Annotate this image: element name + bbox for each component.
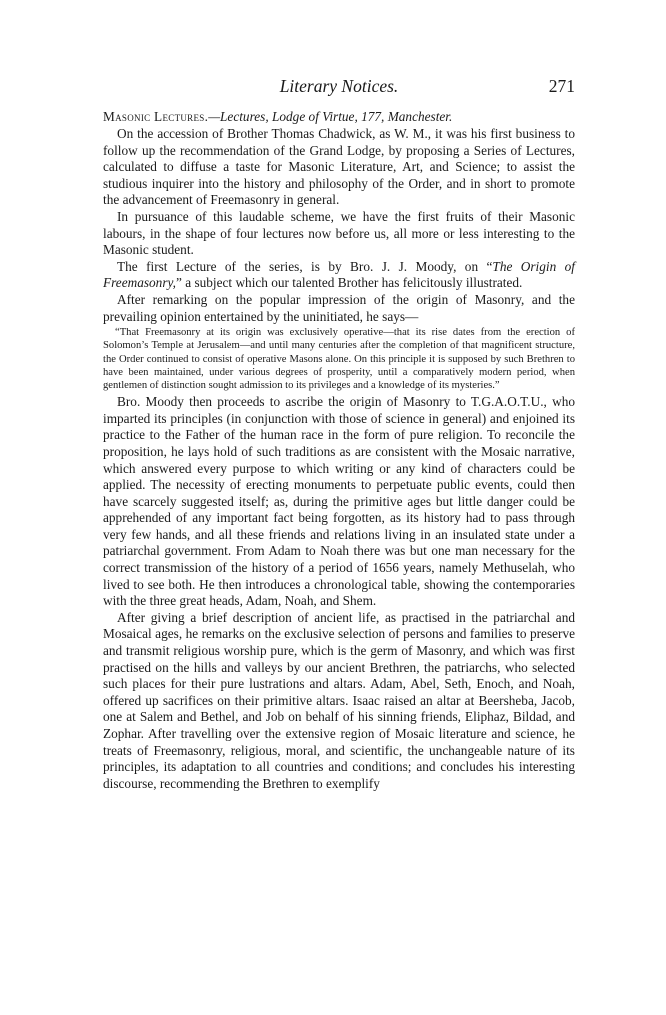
paragraph-3-start: The first Lecture of the series, is by Bro. J. J. Moody, on “ bbox=[117, 258, 493, 274]
paragraph-2: In pursuance of this laudable scheme, we have the first fruits of their Masonic labours, in the shape of four lectures now before us, all more or less interesting to the Masonic student. bbox=[103, 208, 575, 258]
paragraph-1: On the accession of Brother Thomas Chadwick, as W. M., it was his first business to follow up the recommendation of the Grand Lodge, by proposing a Series of Lectures, calculated to diffuse a taste for Masonic Literature, Art, and Science; to assist the studious inquirer into the history and philosophy of the Order, and in short to promote the advancement of Freemasonry in general. bbox=[103, 126, 575, 208]
page bbox=[103, 76, 575, 792]
page-number: 271 bbox=[548, 76, 575, 96]
article-heading bbox=[103, 108, 575, 126]
lecture-title: The Origin of Freemasonry, bbox=[103, 258, 575, 291]
paragraph-6: After giving a brief description of ancient life, as practised in the patriarchal and Mosaical ages, he remarks on the exclusive selection of persons and families to preserve and transmit religious worship pure, which is the germ of Masonry, and which was first practised on the hills and valleys by our ancient Brethren, the patriarchs, who selected such places for their pure lustrations and altars. Adam, Abel, Seth, Enoch, and Noah, offered up sacrifices on their primitive altars. Isaac raised an altar at Beersheba, Jacob, one at Salem and Bethel, and Job on behalf of his sinning friends, Eliphaz, Bildad, and Zophar. After travelling over the extensive region of Mosaic literature and science, he treats of Freemasonry, religious, moral, and scientific, the unchangeable nature of its principles, its adaptation to all countries and conditions; and concludes his interesting discourse, recommending the Brethren to exemplify bbox=[103, 609, 575, 791]
paragraph-3 bbox=[103, 259, 575, 292]
running-title: Literary Notices. bbox=[279, 76, 399, 96]
paragraph-3-end: ” a subject which our talented Brother has felicitously illustrated. bbox=[176, 275, 523, 291]
block-quote: “That Freemasonry at its origin was exclusively operative—that its rise dates from the erection of Solomon’s Temple at Jerusalem—and until many centuries after the completion of that magnificent structure, the Order continued to consist of operative Masons alone. On this principle it is supposed by such Brethren to have been maintained, under various degrees of prosperity, until a comparatively modern period, when gentlemen of distinction sought admission to its privileges and a knowledge of its mysteries.” bbox=[103, 327, 575, 391]
article-heading-title: Masonic Lectures. bbox=[103, 109, 209, 124]
article-heading-subtitle: —Lectures, Lodge of Virtue, 177, Manchester. bbox=[208, 109, 453, 124]
paragraph-4: After remarking on the popular impression of the origin of Masonry, and the prevailing opinion entertained by the uninitiated, he says— bbox=[103, 291, 575, 324]
paragraph-5: Bro. Moody then proceeds to ascribe the origin of Masonry to T.G.A.O.T.U., who imparted its principles (in conjunction with those of science in general) and enjoined its practice to the Father of the human race in the form of pure religion. To reconcile the proposition, he lays hold of such traditions as are consistent with the Mosaic narrative, which answered every purpose to which writing or any kind of characters could be applied. The necessity of erecting monuments to perpetuate public events, could then have scarcely suggested itself; as, during the primitive ages but little danger could be apprehended of any important fact being forgotten, as its history had to pass through very few hands, and all these friends and relations living in an insulated state under a patriarchal government. From Adam to Noah there was but one man necessary for the correct transmission of the history of a period of 1656 years, namely Methuselah, who lived to see both. He then introduces a chronological table, showing the contemporaries with the three great heads, Adam, Noah, and Shem. bbox=[103, 394, 575, 609]
running-head bbox=[103, 76, 575, 102]
